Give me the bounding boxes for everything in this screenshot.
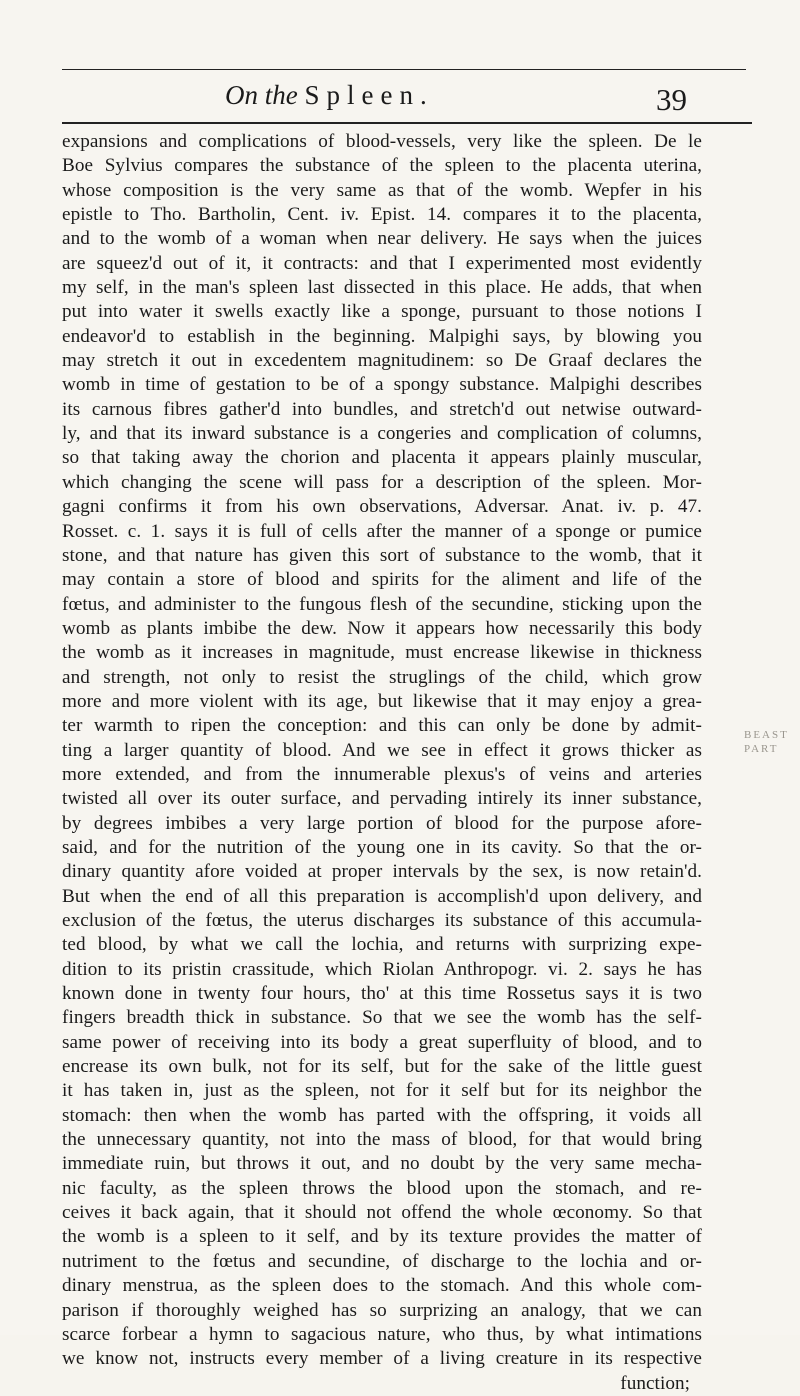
text-line: are squeez'd out of it, it contracts: and that I experimented most evidently — [62, 252, 702, 274]
text-line: stomach: then when the womb has parted with the offspring, it voids all — [62, 1104, 702, 1126]
text-line: dition to its pristin crassitude, which Riolan Anthropogr. vi. 2. says he has — [62, 958, 702, 980]
text-line: its carnous fibres gather'd into bundles, and stretch'd out netwise outward- — [62, 398, 702, 420]
text-line: Boe Sylvius compares the substance of the spleen to the placenta uterina, — [62, 155, 702, 177]
text-line: and strength, not only to resist the struglings of the child, which grow — [62, 666, 702, 688]
text-line: endeavor'd to establish in the beginning. Malpighi says, by blowing you — [62, 325, 702, 347]
text-line: womb in time of gestation to be of a spongy substance. Malpighi describes — [62, 374, 702, 396]
margin-bleed-line: BEAST — [744, 729, 789, 741]
text-line: But when the end of all this preparation is accomplish'd upon delivery, and — [62, 885, 702, 907]
text-line: may stretch it out in excedentem magnitudinem: so De Graaf declares the — [62, 350, 702, 372]
text-line: ly, and that its inward substance is a congeries and complication of columns, — [62, 423, 702, 445]
text-line: the womb is a spleen to it self, and by its texture provides the matter of — [62, 1226, 702, 1248]
text-line: nutriment to the fœtus and secundine, of discharge to the lochia and or- — [62, 1250, 702, 1272]
text-line: immediate ruin, but throws it out, and no doubt by the very same mecha- — [62, 1153, 702, 1175]
page-number: 39 — [656, 82, 687, 117]
text-line: the womb as it increases in magnitude, must encrease likewise in thickness — [62, 642, 702, 664]
text-line: gagni confirms it from his own observations, Adversar. Anat. iv. p. 47. — [62, 496, 702, 518]
text-line: epistle to Tho. Bartholin, Cent. iv. Epist. 14. compares it to the placenta, — [62, 204, 702, 226]
text-line: dinary quantity afore voided at proper intervals by the sex, is now retain'd. — [62, 861, 702, 883]
text-line: ceives it back again, that it should not offend the whole œconomy. So that — [62, 1202, 702, 1224]
running-title — [225, 80, 525, 111]
text-line: the unnecessary quantity, not into the mass of blood, for that would bring — [62, 1129, 702, 1151]
text-line: we know not, instructs every member of a living creature in its respective — [62, 1348, 702, 1370]
text-line: which changing the scene will pass for a description of the spleen. Mor- — [62, 471, 702, 493]
text-line: exclusion of the fœtus, the uterus discharges its substance of this accumula- — [62, 910, 702, 931]
text-line: Rosset. c. 1. says it is full of cells after the manner of a sponge or pumice — [62, 520, 702, 542]
text-line: dinary menstrua, as the spleen does to the stomach. And this whole com- — [62, 1275, 702, 1297]
text-line: it has taken in, just as the spleen, not for it self but for its neighbor the — [62, 1080, 702, 1102]
text-line: womb as plants imbibe the dew. Now it appears how necessarily this body — [62, 617, 702, 639]
text-line: by degrees imbibes a very large portion of blood for the purpose afore- — [62, 812, 702, 834]
text-line: so that taking away the chorion and placenta it appears plainly muscular, — [62, 447, 702, 469]
text-line: nic faculty, as the spleen throws the blood upon the stomach, and re- — [62, 1177, 702, 1199]
text-line: more and more violent with its age, but likewise that it may enjoy a grea- — [62, 690, 702, 712]
text-line: known done in twenty four hours, tho' at this time Rossetus says it is two — [62, 983, 702, 1005]
text-line: may contain a store of blood and spirits for the aliment and life of the — [62, 569, 702, 591]
top-rule — [62, 69, 746, 70]
text-line: stone, and that nature has given this sort of substance to the womb, that it — [62, 544, 702, 566]
text-line: more extended, and from the innumerable plexus's of veins and arteries — [62, 763, 702, 785]
header-rule — [62, 122, 752, 124]
text-line: ting a larger quantity of blood. And we see in effect it grows thicker as — [62, 739, 702, 761]
text-line: scarce forbear a hymn to sagacious nature, who thus, by what intimations — [62, 1323, 702, 1345]
text-line: parison if thoroughly weighed has so surprizing an analogy, that we can — [62, 1299, 702, 1321]
text-line: whose composition is the very same as that of the womb. Wepfer in his — [62, 179, 702, 201]
text-line: fingers breadth thick in substance. So that we see the womb has the self- — [62, 1007, 702, 1029]
text-line: expansions and complications of blood-vessels, very like the spleen. De le — [62, 131, 702, 152]
text-line: my self, in the man's spleen last dissected in this place. He adds, that when — [62, 277, 702, 299]
text-line: put into water it swells exactly like a sponge, pursuant to those notions I — [62, 301, 702, 323]
margin-bleed-line: PART — [744, 743, 779, 755]
text-line: ted blood, by what we call the lochia, and returns with surprizing expe- — [62, 934, 702, 956]
text-line: twisted all over its outer surface, and pervading intirely its inner substance, — [62, 788, 702, 810]
text-line: said, and for the nutrition of the young one in its cavity. So that the or- — [62, 836, 702, 858]
running-title-prefix: On the — [225, 80, 298, 110]
running-title-subject: Spleen. — [304, 80, 434, 110]
text-line: encrease its own bulk, not for its self, but for the sake of the little guest — [62, 1056, 702, 1078]
text-line: function; — [620, 1372, 690, 1394]
text-line: fœtus, and administer to the fungous flesh of the secundine, sticking upon the — [62, 593, 702, 615]
text-line: same power of receiving into its body a great superfluity of blood, and to — [62, 1031, 702, 1053]
text-line: and to the womb of a woman when near delivery. He says when the juices — [62, 228, 702, 250]
text-line: ter warmth to ripen the conception: and this can only be done by admit- — [62, 715, 702, 737]
margin-bleed-through — [744, 728, 800, 756]
body-text — [62, 130, 702, 1396]
